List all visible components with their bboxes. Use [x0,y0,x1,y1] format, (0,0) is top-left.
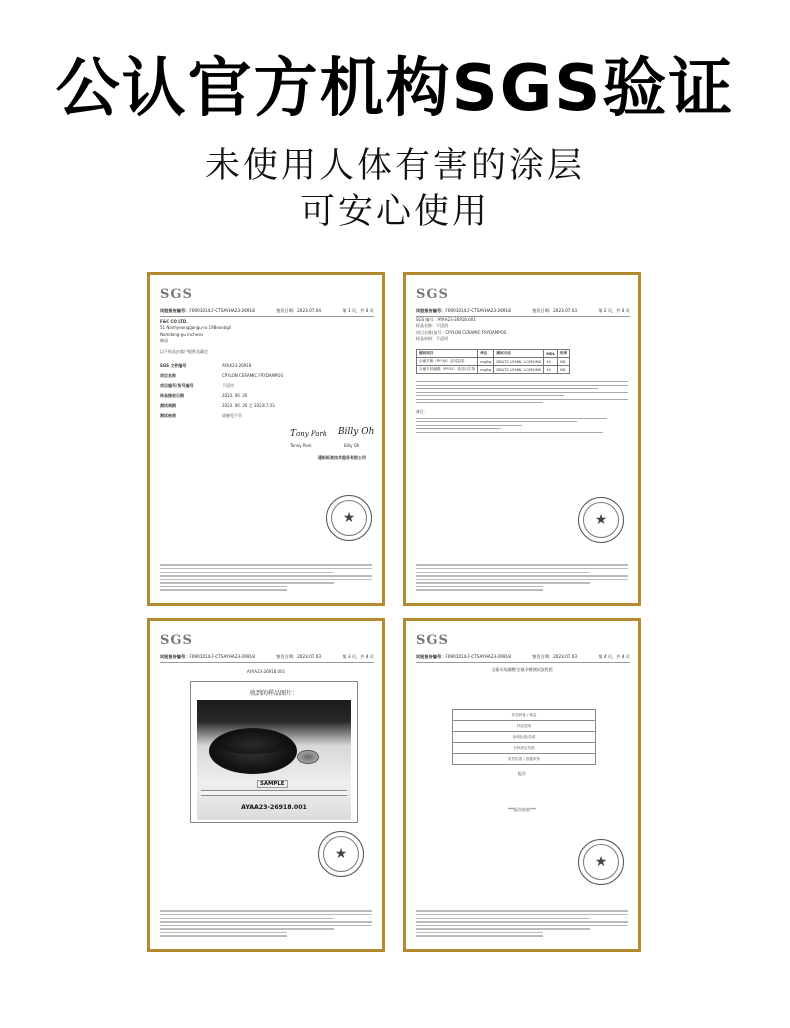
flowchart-table [452,709,596,765]
report-number: F090101/LF-CTSAYHA23-26918 [189,308,255,313]
field-row [160,411,372,421]
report-date: 签发日期：2023.07.03 [276,654,322,659]
report-footer [160,908,372,939]
field-value: AYAA23-26918 [222,363,252,368]
report-header [160,654,374,663]
sgs-logo: SGS [416,633,449,648]
flow-step: 液相色谱/质谱 [453,732,596,743]
table-header-cell: MDL [544,350,558,358]
flow-row [453,721,596,732]
table-header-cell: 结果 [558,350,570,358]
sample-piece [297,750,319,764]
sample-field: 样品名称：不适用 [416,323,448,329]
report-date: 签发日期：2023.07.03 [532,308,578,313]
field-row [160,401,372,411]
pan-interior [215,730,291,754]
page-title: 公认官方机构SGS验证 [55,52,735,126]
notes-block [416,379,628,435]
report-page-1 [147,272,385,606]
report-header [416,308,630,317]
sample-tag: SAMPLE [257,780,288,788]
sample-field: 样品材料：不适用 [416,336,448,342]
report-date: 签发日期：2023.07.04 [276,308,322,313]
field-row [160,371,372,381]
report-number: F090101/LF-CTSAYHA23-26918 [445,308,511,313]
report-fields [160,361,372,421]
client-address [160,319,372,355]
field-value: 请参见下页 [222,413,242,418]
official-seal-icon: ★ [578,497,624,543]
address-line-1: 51 Nonhyeonggongu-ro 19Beonbgil [160,325,232,331]
report-number: F090101/LF-CTSAYHA23-26918 [189,654,255,659]
report-header [416,654,630,663]
photo-title: 收到的样品图片： [249,690,298,697]
frying-pan-photo [197,700,351,820]
table-cell: 10 [544,358,558,366]
flow-step: 样品制备 / 称量 [453,710,596,721]
report-page: 第 4 页，共 4 页 [598,654,630,659]
field-row [160,361,372,371]
flow-row [453,754,596,765]
field-value: 2023. 06. 26 至 2023(7.03 [222,403,275,408]
report-number: F090101/LF-CTSAYHA23-26918 [445,654,511,659]
report-footer [416,562,628,593]
report-label: 试验报告编号： [160,654,190,659]
sgs-logo: SGS [416,287,449,302]
ruler [201,790,347,796]
field-value: 不适用 [222,383,234,388]
official-seal-icon: ★ [318,831,364,877]
flow-step: 样品提取 [453,721,596,732]
address-line-2: Namdong-gu Incheon [160,331,204,337]
official-seal-icon: ★ [326,495,372,541]
signer-name-1: Tonny Park [290,443,312,448]
signature-2: Billy Oh [338,427,375,437]
report-label: 试验报告编号： [416,654,446,659]
report-page-4 [403,618,641,952]
field-key: SGS 文件编号 [160,363,187,368]
report-page-3 [147,618,385,952]
field-row [160,381,372,391]
field-row [160,391,372,401]
report-date: 签发日期：2023.07.03 [532,654,578,659]
field-key: 项目名称 [160,373,176,378]
report-label: 试验报告编号： [416,308,446,313]
flow-step: 质控结果 / 数据审核 [453,754,596,765]
report-footer [416,908,628,939]
notes-title: 备注： [416,409,428,415]
report-page: 第 3 页，共 4 页 [342,654,374,659]
field-value: CPYLON CERAMIC FRYDAMPOS [222,373,283,378]
table-cell: mg/kg [478,358,494,366]
flow-step: 分析测定结果 [453,743,596,754]
field-key: 样品接收日期 [160,393,184,398]
report-page: 第 2 页，共 4 页 [598,308,630,313]
field-key: 测试结果 [160,413,176,418]
sample-fields [416,317,628,343]
photo-code: AYAA23-26918.001 [241,804,307,811]
signature-1: Ƭony Park [290,429,328,439]
results-table [416,349,570,374]
report-footer [160,562,372,593]
table-header-cell: 测试项目 [417,350,478,358]
company-name: F&C CO LTD. [160,319,188,324]
flowchart-title: 全氟辛烷磺酸/全氟辛酸测试流程图 [491,667,553,672]
table-header-cell: 测试方法 [494,350,544,358]
subtitle-line-1: 未使用人体有害的涂层 [204,146,585,186]
sample-photo-frame [190,681,358,823]
received-note: 以下样品由客户提供及确定 [160,348,208,354]
flow-row [453,743,596,754]
table-cell: 10 [544,366,558,374]
table-cell: ND [558,358,570,366]
lab-name: 通标标准技术服务有限公司 [318,455,366,460]
table-header-cell: 单位 [478,350,494,358]
table-cell: 全氟辛酸（PFOA）及其盐类 [417,358,478,366]
sample-number: AYAA23-26918.001 [246,669,286,674]
table-row [417,358,570,366]
table-cell: DIN/TS 15968, LC/MS/MS [494,358,544,366]
subtitle-line-2: 可安心使用 [299,192,490,232]
table-cell: mg/kg [478,366,494,374]
field-value: 2023. 06. 26 [222,393,248,398]
table-cell: ND [558,366,570,374]
official-seal-icon: ★ [578,839,624,885]
table-cell: 全氟辛烷磺酸（PFOS）及其衍生物 [417,366,478,374]
report-header [160,308,374,317]
sample-field: SGS 编号：AYAA23-26918.001 [416,317,476,322]
table-header-row [417,350,570,358]
flow-end-step: 报告 [518,771,526,776]
field-key: 测试周期 [160,403,176,408]
signer-name-2: Billy Oh [344,443,360,448]
report-end: ***报告结束*** [508,807,536,812]
sample-field: 项目名称/货号：CPYLON CERAMIC FRYDAMPOS [416,329,507,335]
flow-row [453,710,596,721]
report-label: 试验报告编号： [160,308,190,313]
report-page: 第 1 页，共 4 页 [342,308,374,313]
sgs-logo: SGS [160,287,193,302]
country: 韩国 [160,338,168,344]
report-page-2 [403,272,641,606]
field-key: 项目编号/货号编号 [160,383,194,388]
sgs-logo: SGS [160,633,193,648]
table-row [417,366,570,374]
table-cell: DIN/TS 15968, LC/MS/MS [494,366,544,374]
flow-row [453,732,596,743]
